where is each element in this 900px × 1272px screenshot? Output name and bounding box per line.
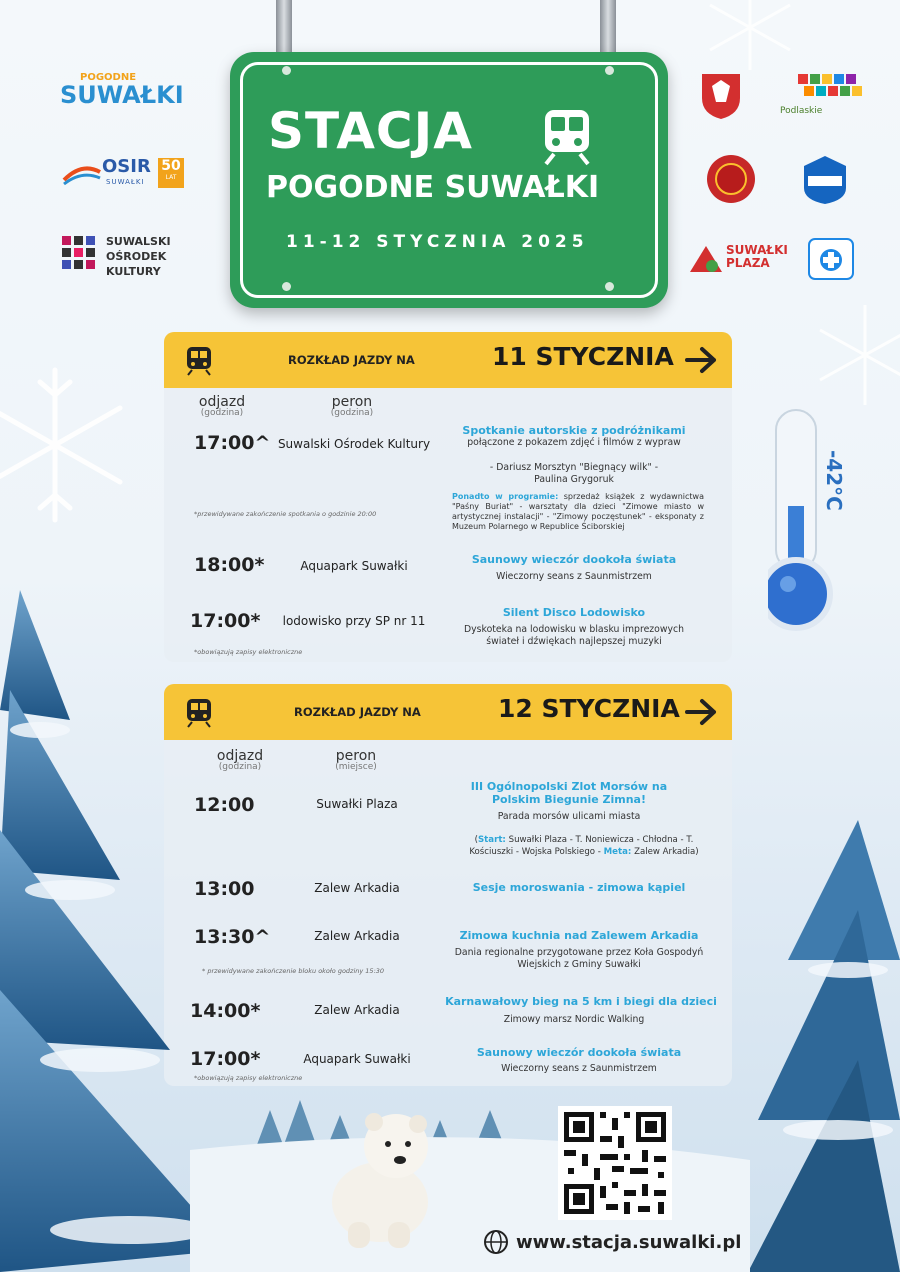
event-desc: Wieczorny seans z Saunmistrzem (496, 571, 652, 582)
note-registration: *obowiązują zapisy elektroniczne (194, 648, 303, 656)
event-title: III Ogólnopolski Zlot Morsów na Polskim Biegunie Zimna! (470, 780, 668, 806)
sign-subtitle: POGODNE SUWAŁKI (266, 170, 600, 205)
event-place: Zalew Arkadia (314, 881, 400, 895)
event-desc: połączone z pokazem zdjęć i filmów z wypraw (467, 437, 681, 448)
event-title: Sesje moroswania - zimowa kąpiel (472, 881, 686, 894)
bar-label: ROZKŁAD JAZDY NA (294, 705, 421, 719)
schedule-bar-day2 (164, 684, 732, 740)
snowflake-icon (810, 300, 900, 410)
bar-date: 12 STYCZNIA (498, 694, 680, 723)
globe-icon (482, 1228, 510, 1256)
event-title: Saunowy wieczór dookoła świata (476, 1046, 682, 1059)
event-extra: Ponadto w programie: sprzedaż książek z wydawnictwa "Paśny Buriat" - warsztaty dla dzieci "Zimowe miasto w artystycznej instalacji" - "Zimowy poczęstunek" - eksponaty z Muzeum Polarnego w Republice Ściborskiej (452, 492, 704, 531)
event-desc: Wieczorny seans z Saunmistrzem (501, 1063, 657, 1074)
bar-label: ROZKŁAD JAZDY NA (288, 353, 415, 367)
event-place: Zalew Arkadia (314, 1003, 400, 1017)
logo-pogodne-suwalki: POGODNE SUWAŁKI (60, 72, 184, 109)
polar-bear-illustration (318, 1102, 448, 1252)
note-registration: *obowiązują zapisy elektroniczne (194, 1074, 303, 1082)
event-people: - Dariusz Morsztyn "Biegnący wilk" - Paulina Grygoruk (489, 462, 659, 485)
osir-50-badge: 50 LAT (158, 158, 184, 188)
osir-swoosh-icon (62, 158, 102, 188)
thermometer-icon (768, 406, 858, 636)
event-desc: Parada morsów ulicami miasta (497, 811, 641, 822)
sok-pattern-icon (60, 234, 106, 280)
bison-mosaic-icon (778, 70, 874, 106)
col-departure: odjazd (godzina) (216, 748, 264, 772)
event-title: Silent Disco Lodowisko (502, 606, 646, 619)
note-end-time: * przewidywane zakończenie bloku około godziny 15:30 (202, 967, 385, 975)
qr-code-icon[interactable] (558, 1106, 672, 1220)
event-title: Karnawałowy bieg na 5 km i biegi dla dzieci (445, 995, 717, 1008)
logo-podlaskie: Podlaskie (778, 70, 874, 118)
event-time: 14:00* (190, 1000, 261, 1022)
event-desc: Dyskoteka na lodowisku w blasku imprezowych świateł i dźwiękach najlepszej muzyki (464, 624, 684, 647)
event-desc: Zimowy marsz Nordic Walking (503, 1014, 645, 1025)
schedule-panel-day1 (164, 332, 732, 662)
event-place: lodowisko przy SP nr 11 (282, 614, 426, 628)
col-platform: peron (miejsce) (335, 748, 377, 772)
snowflake-icon (690, 0, 810, 70)
col-departure: odjazd (godzina) (198, 394, 246, 418)
snowflake-icon (0, 360, 130, 530)
event-place: Suwalski Ośrodek Kultury (277, 437, 431, 451)
event-title: Zimowa kuchnia nad Zalewem Arkadia (459, 929, 699, 942)
snowy-tree-right-illustration (748, 820, 900, 1272)
schedule-bar-day1 (164, 332, 732, 388)
arrow-right-icon (684, 346, 718, 374)
event-time: 17:00* (190, 610, 261, 632)
event-title: Spotkanie autorskie z podróżnikami (462, 424, 686, 437)
station-sign (230, 52, 668, 308)
col-platform: peron (godzina) (330, 394, 374, 418)
coat-of-arms-icon (700, 72, 742, 120)
arrow-right-icon (684, 698, 718, 726)
event-title: Saunowy wieczór dookoła świata (471, 553, 677, 566)
police-emblem-icon (706, 154, 756, 204)
train-icon (186, 346, 212, 376)
sportowe-suwalki-badge-icon (800, 154, 850, 206)
event-route: (Start: Suwałki Plaza - T. Noniewicza - Chłodna - T. Kościuszki - Wojska Polskiego - Meta: Zalew Arkadia) (469, 835, 699, 857)
event-desc: Dania regionalne przygotowane przez Koła Gospodyń Wiejskich z Gminy Suwałki (454, 947, 704, 970)
sign-post-left (276, 0, 292, 60)
plaza-triangle-icon (690, 244, 724, 274)
sign-title: STACJA (268, 102, 473, 160)
event-place: Aquapark Suwałki (303, 1052, 411, 1066)
train-icon (542, 108, 592, 166)
event-place: Suwałki Plaza (316, 797, 398, 811)
note-end-time: *przewidywane zakończenie spotkania o godzinie 20:00 (194, 510, 377, 518)
event-time: 12:00 (194, 794, 255, 816)
event-time: 17:00* (190, 1048, 261, 1070)
bar-date: 11 STYCZNIA (492, 342, 674, 371)
schedule-panel-day2 (164, 684, 732, 1086)
event-place: Zalew Arkadia (314, 929, 400, 943)
temperature-label: -42°C (822, 450, 846, 511)
event-time: 17:00^ (194, 432, 271, 454)
sign-dates: 11-12 STYCZNIA 2025 (286, 232, 589, 252)
event-time: 13:00 (194, 878, 255, 900)
event-time: 18:00* (194, 554, 265, 576)
event-place: Aquapark Suwałki (300, 559, 408, 573)
thermometer (768, 406, 858, 636)
website-link[interactable]: www.stacja.suwalki.pl (516, 1232, 742, 1253)
event-time: 13:30^ (194, 926, 271, 948)
sign-post-right (600, 0, 616, 60)
rescue-emblem-icon (808, 238, 854, 280)
